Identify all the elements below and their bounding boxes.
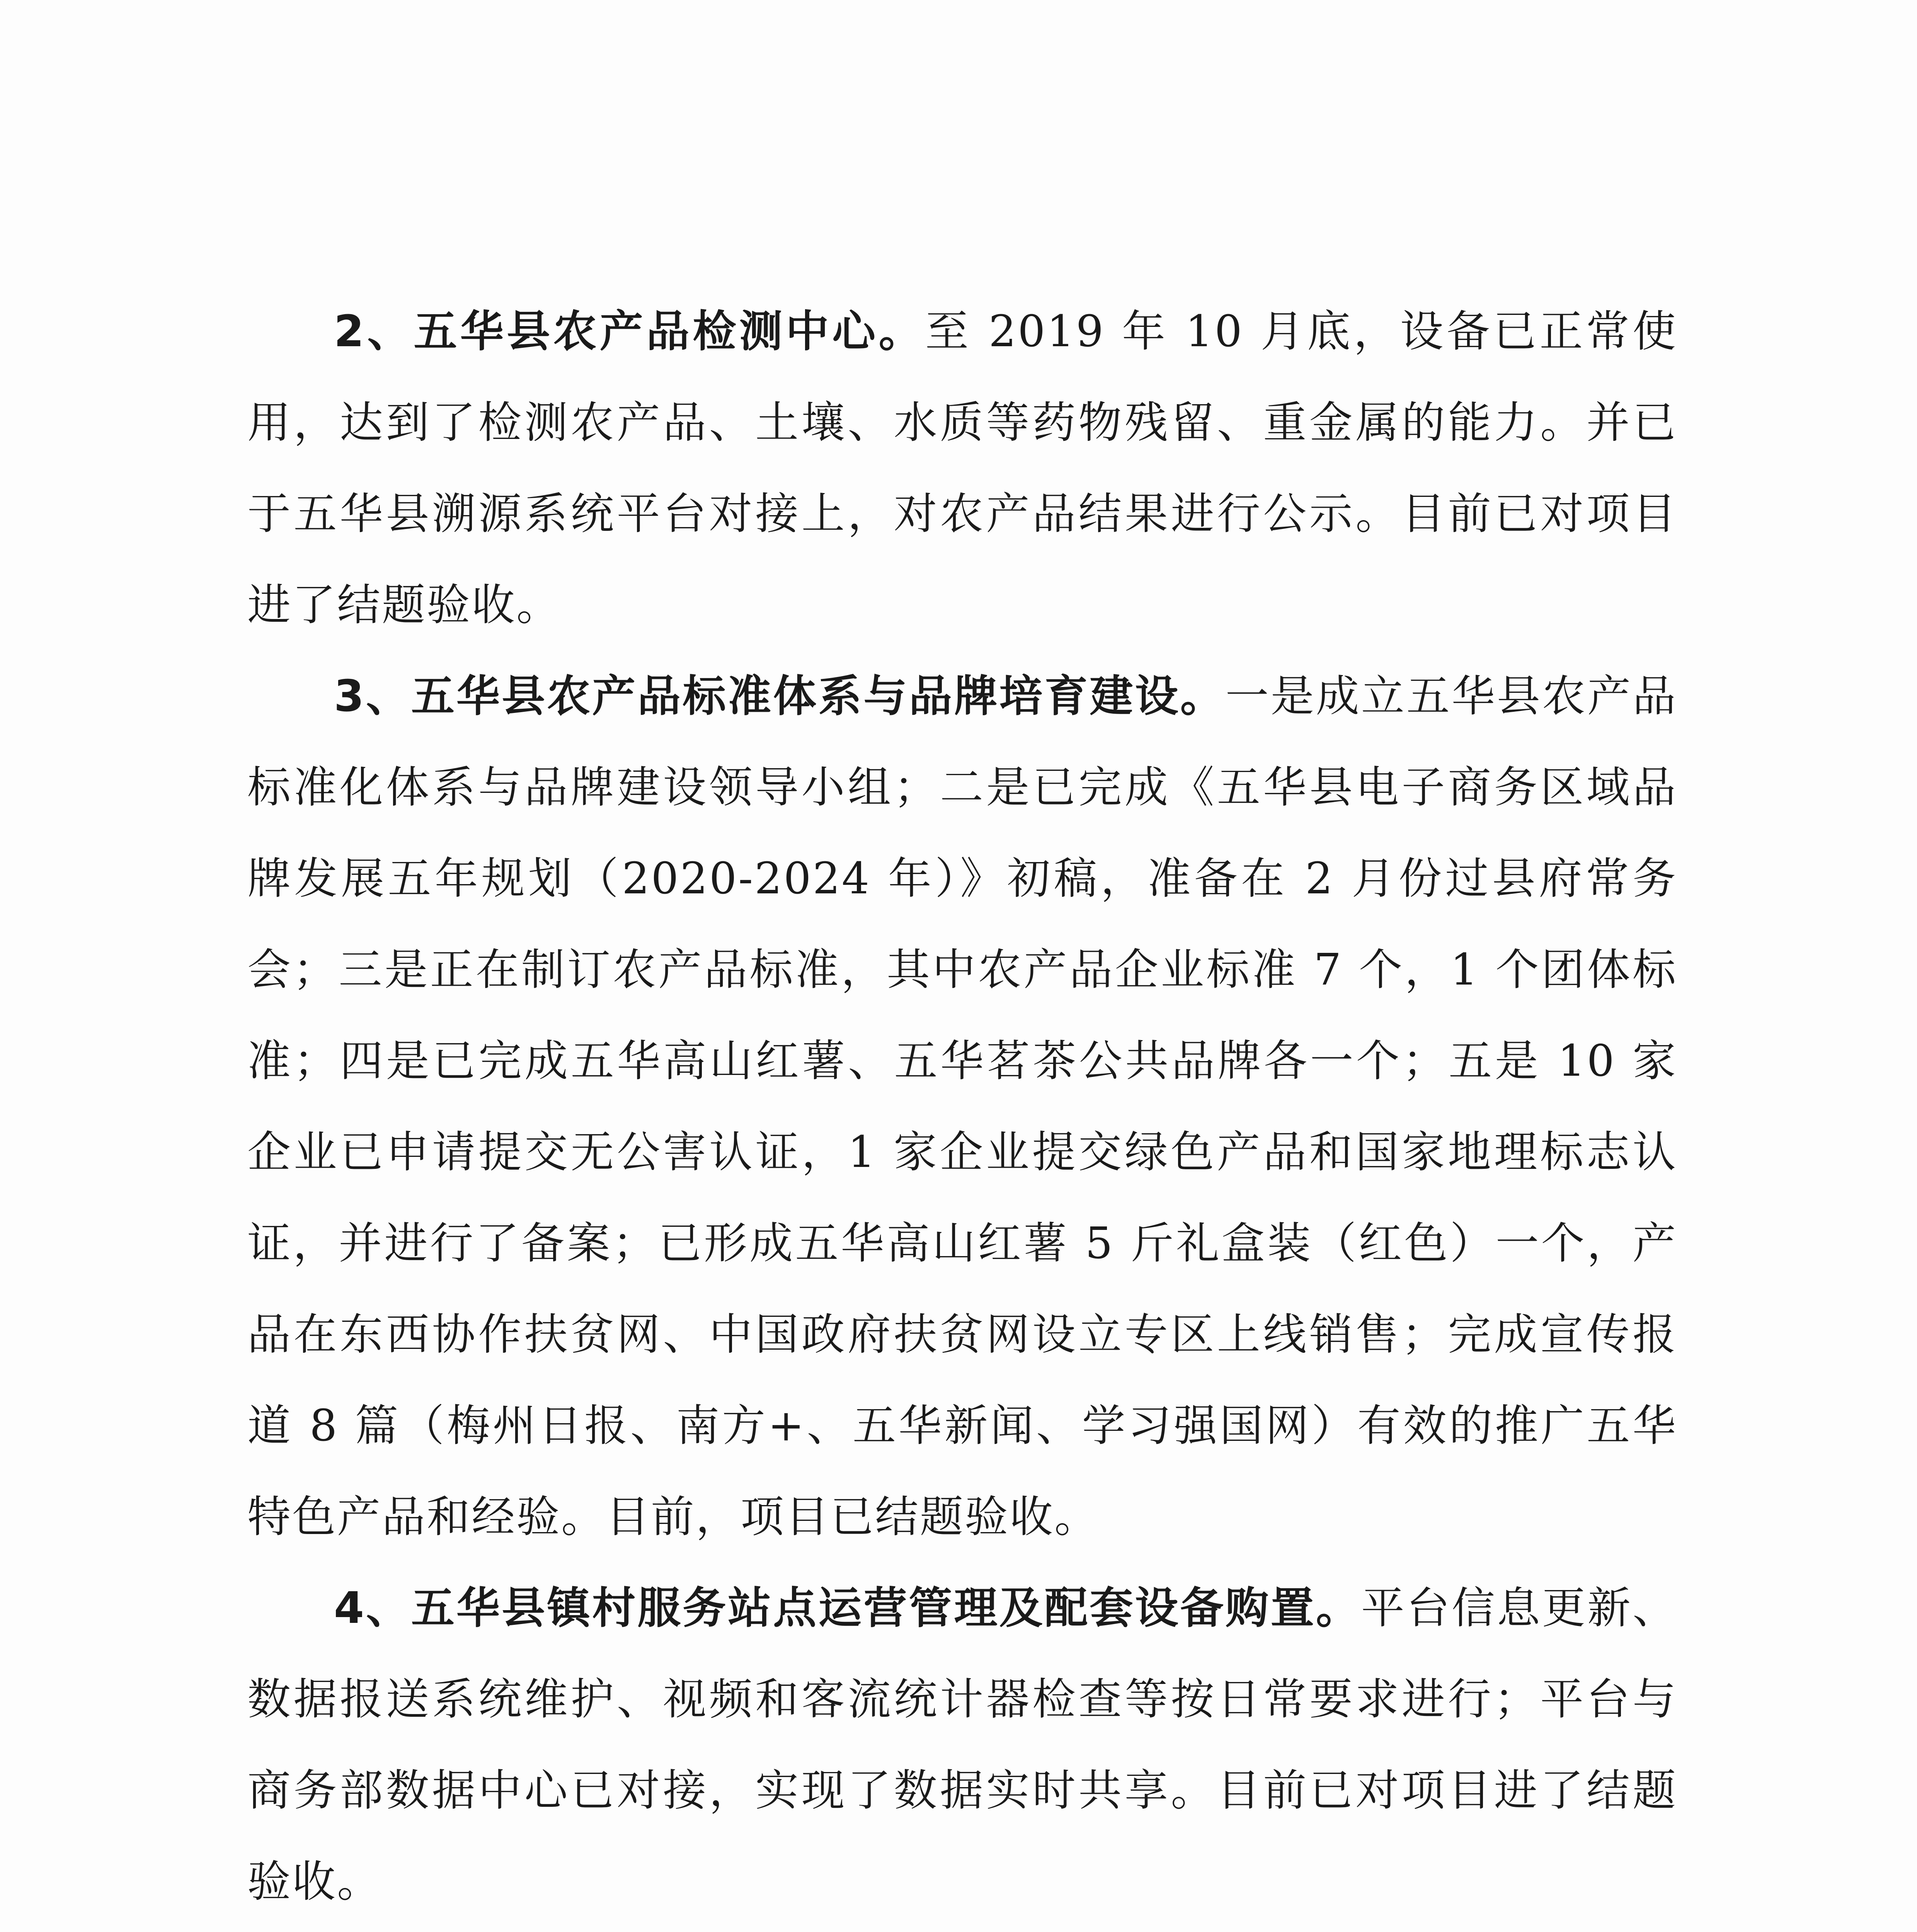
paragraph-heading: 3、五华县农产品标准体系与品牌培育建设。 — [334, 671, 1226, 721]
paragraph-text: 平台信息更新、数据报送系统维护、视频和客流统计器检查等按日常要求进行；平台与商务部数据中心已对接，实现了数据实时共享。目前已对项目进了结题验收。 — [247, 1583, 1678, 1907]
paragraph-text: 一是成立五华县农产品标准化体系与品牌建设领导小组；二是已完成《五华县电子商务区域品牌发展五年规划（2020-2024 年）》初稿，准备在 2 月份过县府常务会；三是正在制订农产品标准，其中农产品企业标准 7 个，1 个团体标准；四是已完成五华高山红薯、五华茗茶公共品牌各一个；五是 10 家企业已申请提交无公害认证，1 家企业提交绿色产品和国家地理标志认证，并进行了备案；已形成五华高山红薯 5 斤礼盒装（红色）一个，产品在东西协作扶贫网、中国政府扶贫网设立专区上线销售；完成宣传报道 8 篇（梅州日报、南方+、五华新闻、学习强国网）有效的推广五华特色产品和经验。目前，项目已结题验收。 — [247, 671, 1678, 1542]
paragraph-text: 至 2019 年 10 月底，设备已正常使用，达到了检测农产品、土壤、水质等药物残留、重金属的能力。并已于五华县溯源系统平台对接上，对农产品结果进行公示。目前已对项目进了结题验收。 — [247, 306, 1678, 630]
paragraph-heading: 4、五华县镇村服务站点运营管理及配套设备购置。 — [334, 1583, 1361, 1633]
paragraph-heading: 2、五华县农产品检测中心。 — [334, 306, 925, 357]
paragraph-4 — [247, 1563, 1677, 1927]
paragraph-3 — [247, 651, 1677, 1563]
paragraph-2 — [247, 286, 1677, 651]
paragraph-5 — [247, 1927, 1677, 1932]
body-text — [247, 286, 1677, 1932]
